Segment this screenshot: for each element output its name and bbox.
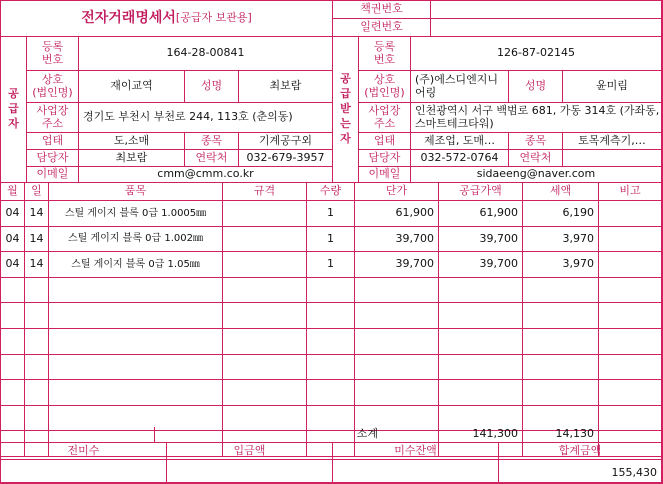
supplier-manager-label: 담당자: [27, 150, 79, 167]
empty-row-cell: [599, 355, 662, 380]
row-cell-spec: [223, 227, 307, 252]
row-cell-day: 14: [25, 227, 49, 252]
empty-row-cell: [49, 303, 223, 329]
book-no-label: 책권번호: [333, 1, 431, 19]
buyer-rep: 윤미림: [563, 71, 662, 103]
doc-title-text: 전자거래명세서: [81, 10, 176, 27]
empty-row-cell: [307, 278, 355, 303]
supplier-biz: 도,소매: [79, 133, 185, 150]
supplier-rep-label: 성명: [185, 71, 239, 103]
row-cell-supply: 39,700: [439, 227, 523, 252]
empty-row-cell: [599, 278, 662, 303]
empty-row-cell: [439, 303, 523, 329]
buyer-manager-label: 담당자: [359, 150, 411, 167]
buyer-side-char: 는: [340, 116, 351, 130]
supplier-addr: 경기도 부천시 부천로 244, 113호 (춘의동): [79, 103, 333, 133]
empty-row-cell: [355, 278, 439, 303]
empty-row-cell: [223, 355, 307, 380]
row-cell-spec: [223, 252, 307, 278]
supplier-name: 재이교역: [79, 71, 185, 103]
buyer-rep-label: 성명: [509, 71, 563, 103]
subtotal-tax: 14,130: [523, 427, 599, 443]
row-cell-price: 39,700: [355, 227, 439, 252]
empty-row-cell: [355, 380, 439, 406]
empty-row-cell: [223, 278, 307, 303]
serial-no-value: [431, 19, 662, 37]
empty-row-cell: [523, 278, 599, 303]
col-header-spec: 규격: [223, 183, 307, 201]
buyer-contact-label: 연락처: [509, 150, 563, 167]
empty-row-cell: [49, 278, 223, 303]
empty-row-cell: [49, 329, 223, 355]
row-cell-day: 14: [25, 201, 49, 227]
empty-row-cell: [439, 380, 523, 406]
prev-balance-value: [1, 460, 167, 483]
buyer-email: sidaeeng@naver.com: [411, 167, 662, 183]
row-cell-tax: 6,190: [523, 201, 599, 227]
empty-row-cell: [49, 380, 223, 406]
supplier-reg-no: 164-28-00841: [79, 37, 333, 71]
subtotal-blank-a: [1, 427, 155, 443]
row-cell-qty: 1: [307, 227, 355, 252]
row-cell-item: 스틸 게이지 블록 0급 1.0005㎜: [49, 201, 223, 227]
col-header-item: 품목: [49, 183, 223, 201]
empty-row-cell: [355, 355, 439, 380]
col-header-month: 월: [1, 183, 25, 201]
empty-row-cell: [223, 380, 307, 406]
row-cell-item: 스틸 게이지 블록 0급 1.002㎜: [49, 227, 223, 252]
col-header-price: 단가: [355, 183, 439, 201]
buyer-manager: 032-572-0764: [411, 150, 509, 167]
col-header-qty: 수량: [307, 183, 355, 201]
paid-value: [167, 460, 333, 483]
supplier-side-char: 자: [8, 116, 19, 130]
row-cell-note: [599, 227, 662, 252]
empty-row-cell: [25, 303, 49, 329]
doc-subtitle: [공급자 보관용]: [175, 11, 252, 25]
supplier-email-label: 이메일: [27, 167, 79, 183]
empty-row-cell: [599, 329, 662, 355]
empty-row-cell: [439, 278, 523, 303]
empty-row-cell: [49, 355, 223, 380]
row-cell-qty: 1: [307, 252, 355, 278]
empty-row-cell: [523, 329, 599, 355]
row-cell-month: 04: [1, 201, 25, 227]
supplier-manager: 최보람: [79, 150, 185, 167]
supplier-name-label: 상호 (법인명): [27, 71, 79, 103]
supplier-reg-label: 등록 번호: [27, 37, 79, 71]
buyer-email-label: 이메일: [359, 167, 411, 183]
supplier-contact-label: 연락처: [185, 150, 239, 167]
buyer-item-label: 종목: [509, 133, 563, 150]
row-cell-spec: [223, 201, 307, 227]
row-cell-tax: 3,970: [523, 252, 599, 278]
supplier-item: 기계공구외: [239, 133, 333, 150]
buyer-side-label: [333, 37, 359, 183]
prev-balance-label: 전미수: [1, 443, 167, 460]
empty-row-cell: [25, 278, 49, 303]
total-label: 합계금액: [499, 443, 662, 460]
supplier-contact: 032-679-3957: [239, 150, 333, 167]
buyer-name: (주)에스디엔지니어링: [411, 71, 509, 103]
empty-row-cell: [1, 278, 25, 303]
empty-row-cell: [25, 329, 49, 355]
unpaid-label: 미수잔액: [333, 443, 499, 460]
empty-row-cell: [25, 380, 49, 406]
row-cell-month: 04: [1, 227, 25, 252]
empty-row-cell: [439, 355, 523, 380]
row-cell-supply: 39,700: [439, 252, 523, 278]
buyer-biz-label: 업태: [359, 133, 411, 150]
buyer-reg-label: 등록 번호: [359, 37, 411, 71]
subtotal-label: 소계: [307, 427, 439, 443]
col-header-tax: 세액: [523, 183, 599, 201]
row-cell-supply: 61,900: [439, 201, 523, 227]
col-header-note: 비고: [599, 183, 662, 201]
empty-row-cell: [1, 329, 25, 355]
empty-row-cell: [1, 380, 25, 406]
row-cell-note: [599, 252, 662, 278]
row-cell-tax: 3,970: [523, 227, 599, 252]
row-cell-price: 61,900: [355, 201, 439, 227]
supplier-email: cmm@cmm.co.kr: [79, 167, 333, 183]
buyer-contact: [563, 150, 662, 167]
empty-row-cell: [523, 355, 599, 380]
empty-row-cell: [25, 355, 49, 380]
buyer-addr: 인천광역시 서구 백범로 681, 가동 314호 (가좌동, 스마트테크타워): [411, 103, 662, 133]
supplier-item-label: 종목: [185, 133, 239, 150]
doc-title: [1, 1, 333, 37]
col-header-day: 일: [25, 183, 49, 201]
row-cell-qty: 1: [307, 201, 355, 227]
col-header-supply: 공급가액: [439, 183, 523, 201]
supplier-side-char: 공: [8, 87, 19, 101]
buyer-addr-label: 사업장 주소: [359, 103, 411, 133]
empty-row-cell: [307, 303, 355, 329]
buyer-biz: 제조업, 도매…: [411, 133, 509, 150]
empty-row-cell: [307, 329, 355, 355]
empty-row-cell: [599, 380, 662, 406]
buyer-item: 토목계측기,…: [563, 133, 662, 150]
buyer-reg-no: 126-87-02145: [411, 37, 662, 71]
row-cell-day: 14: [25, 252, 49, 278]
empty-row-cell: [1, 303, 25, 329]
buyer-side-char: 받: [340, 102, 351, 116]
supplier-biz-label: 업태: [27, 133, 79, 150]
buyer-side-char: 공: [340, 72, 351, 86]
row-cell-price: 39,700: [355, 252, 439, 278]
buyer-side-char: 급: [340, 87, 351, 101]
empty-row-cell: [223, 329, 307, 355]
subtotal-note: [599, 427, 662, 443]
empty-row-cell: [307, 380, 355, 406]
empty-row-cell: [523, 380, 599, 406]
empty-row-cell: [1, 355, 25, 380]
supplier-rep: 최보람: [239, 71, 333, 103]
paid-label: 입금액: [167, 443, 333, 460]
subtotal-blank-b: [155, 427, 307, 443]
empty-row-cell: [307, 355, 355, 380]
subtotal-supply: 141,300: [439, 427, 523, 443]
empty-row-cell: [523, 303, 599, 329]
row-cell-item: 스틸 게이지 블록 0급 1.05㎜: [49, 252, 223, 278]
row-cell-month: 04: [1, 252, 25, 278]
row-cell-note: [599, 201, 662, 227]
empty-row-cell: [355, 303, 439, 329]
buyer-name-label: 상호 (법인명): [359, 71, 411, 103]
supplier-side-char: 급: [8, 102, 19, 116]
empty-row-cell: [439, 329, 523, 355]
buyer-side-char: 자: [340, 131, 351, 145]
empty-row-cell: [355, 329, 439, 355]
total-value: 155,430: [499, 460, 662, 483]
supplier-addr-label: 사업장 주소: [27, 103, 79, 133]
serial-no-label: 일련번호: [333, 19, 431, 37]
empty-row-cell: [599, 303, 662, 329]
book-no-value: [431, 1, 662, 19]
supplier-side-label: [1, 37, 27, 183]
empty-row-cell: [223, 303, 307, 329]
unpaid-value: [333, 460, 499, 483]
